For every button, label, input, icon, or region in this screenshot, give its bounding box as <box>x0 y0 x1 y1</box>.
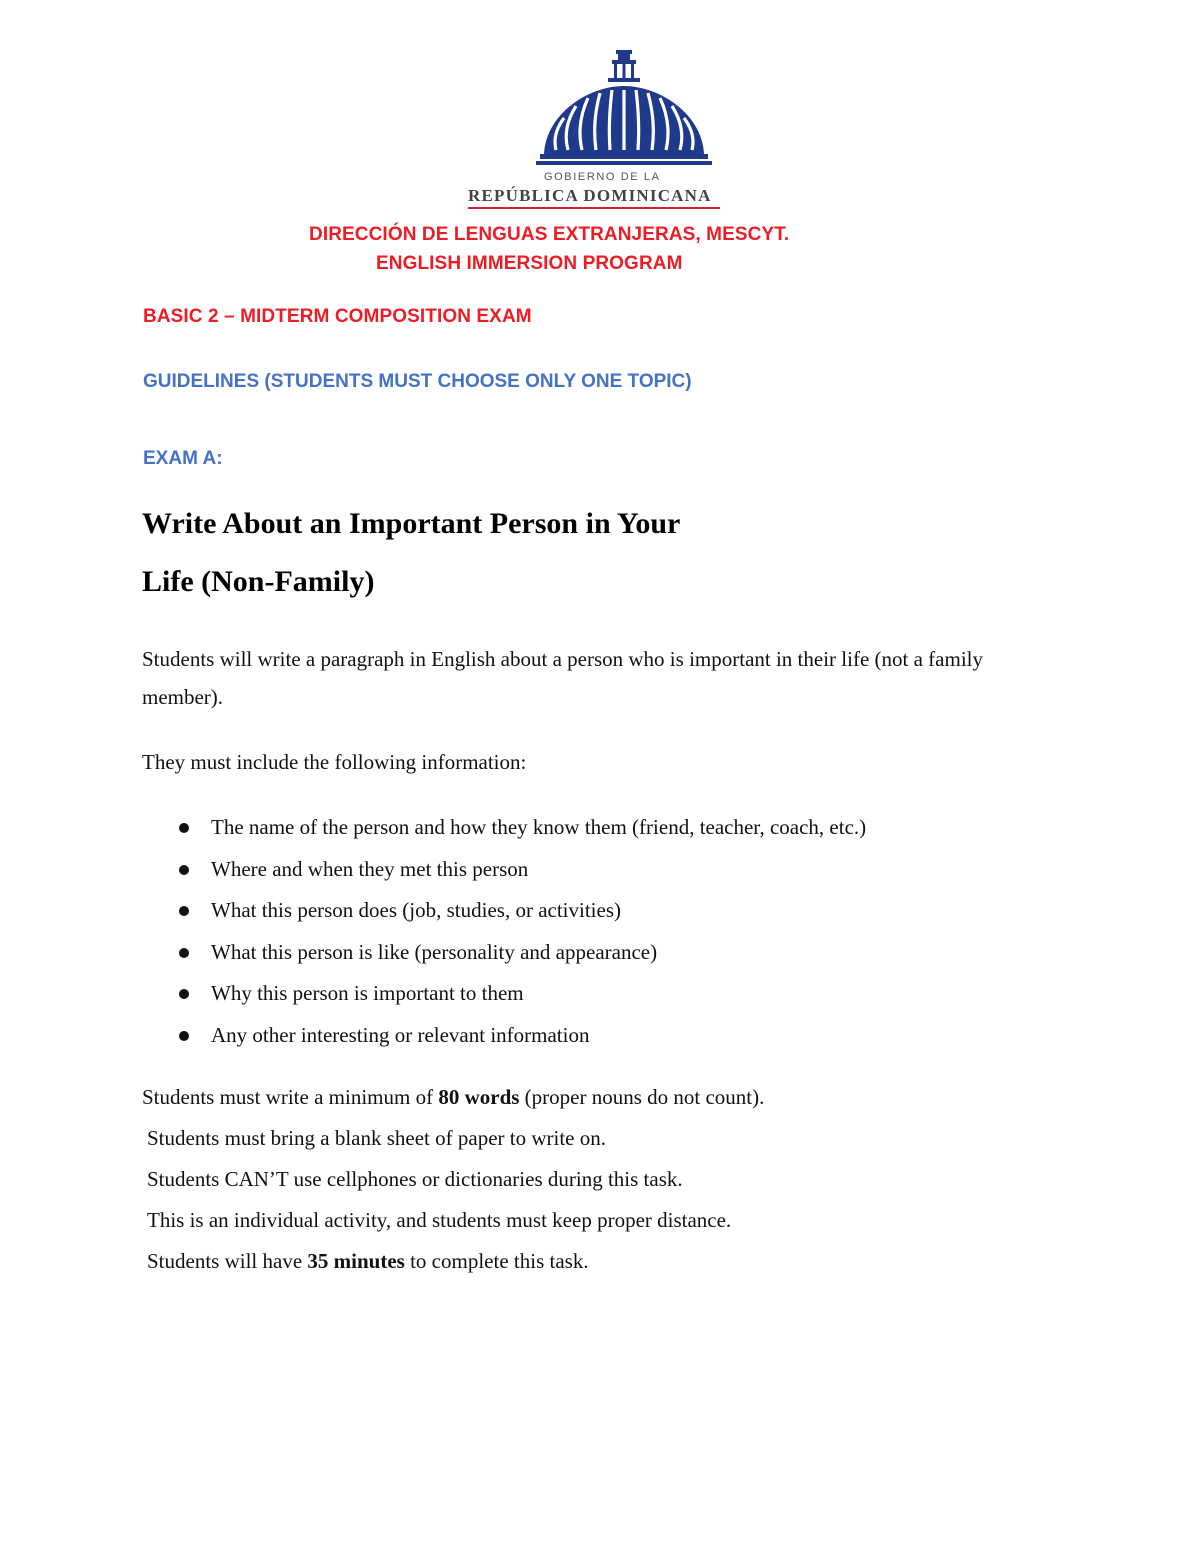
list-item: What this person does (job, studies, or activities) <box>142 891 866 933</box>
bullet-icon <box>179 906 189 916</box>
bullet-icon <box>179 948 189 958</box>
svg-text:REPÚBLICA DOMINICANA: REPÚBLICA DOMINICANA <box>468 186 712 205</box>
guidelines-heading: GUIDELINES (STUDENTS MUST CHOOSE ONLY ONE TOPIC) <box>143 371 692 392</box>
include-instruction: They must include the following information: <box>142 750 527 774</box>
topic-title-line-1: Write About an Important Person in Your <box>142 507 681 540</box>
government-logo <box>468 44 720 214</box>
min-words-note: Students must write a minimum of 80 words (proper nouns do not count). <box>142 1085 765 1109</box>
intro-line-2: member). <box>142 685 224 709</box>
intro-line-1: Students will write a paragraph in English about a person who is important in their life (not a family <box>142 647 983 671</box>
list-item: What this person is like (personality and appearance) <box>142 933 866 975</box>
topic-title-line-2: Life (Non-Family) <box>142 565 375 598</box>
bullet-icon <box>179 823 189 833</box>
exam-title: BASIC 2 – MIDTERM COMPOSITION EXAM <box>143 306 532 327</box>
list-item: The name of the person and how they know them (friend, teacher, coach, etc.) <box>142 808 866 850</box>
bullet-icon <box>179 865 189 875</box>
bullet-icon <box>179 989 189 999</box>
header-line-2: ENGLISH IMMERSION PROGRAM <box>376 253 683 274</box>
time-note: Students will have 35 minutes to complete this task. <box>147 1249 589 1273</box>
time-value: 35 minutes <box>307 1249 405 1273</box>
requirements-list <box>142 808 866 1057</box>
exam-label: EXAM A: <box>143 448 223 469</box>
header-line-1: DIRECCIÓN DE LENGUAS EXTRANJERAS, MESCYT. <box>309 224 790 245</box>
svg-text:GOBIERNO DE LA: GOBIERNO DE LA <box>544 171 661 183</box>
phones-note: Students CAN’T use cellphones or dictionaries during this task. <box>147 1167 683 1191</box>
bullet-icon <box>179 1031 189 1041</box>
list-item: Where and when they met this person <box>142 850 866 892</box>
dome-emblem <box>468 44 720 214</box>
individual-note: This is an individual activity, and students must keep proper distance. <box>147 1208 732 1232</box>
paper-note: Students must bring a blank sheet of paper to write on. <box>147 1126 606 1150</box>
list-item: Any other interesting or relevant information <box>142 1016 866 1058</box>
min-words-value: 80 words <box>438 1085 520 1109</box>
list-item: Why this person is important to them <box>142 974 866 1016</box>
